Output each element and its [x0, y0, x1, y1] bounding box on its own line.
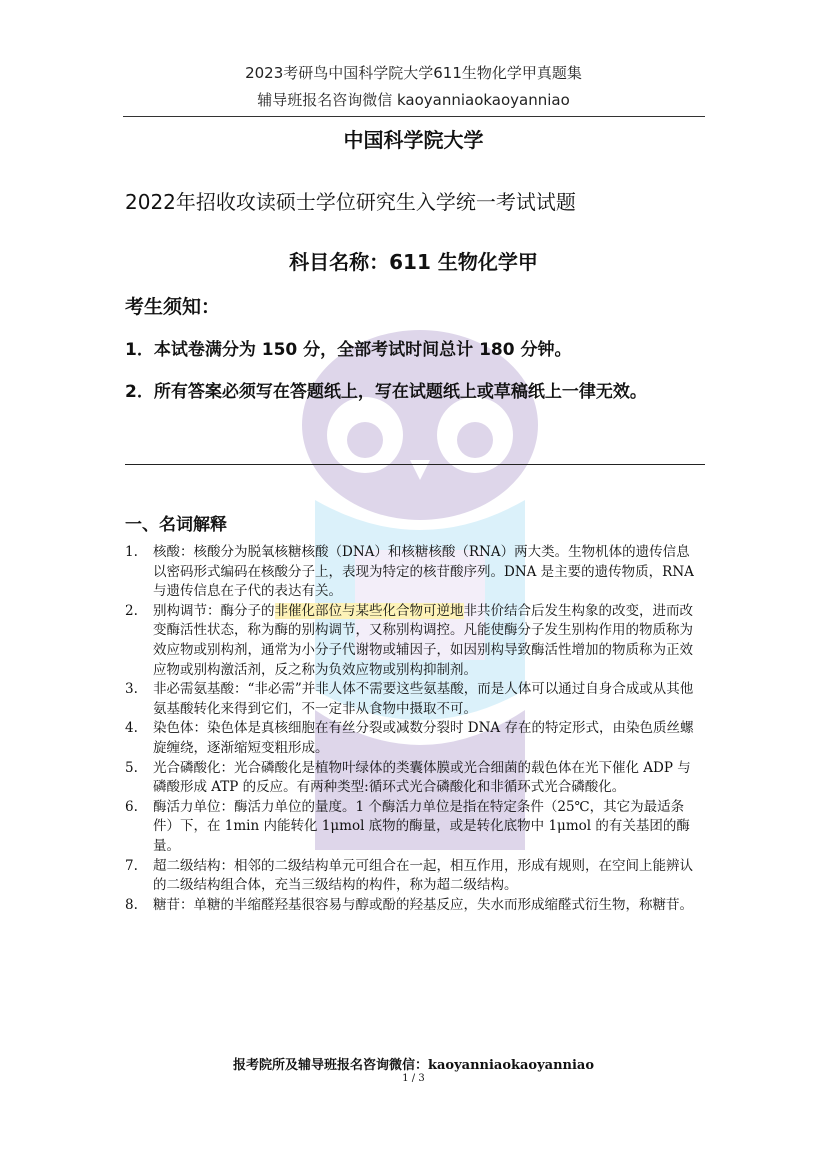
section-divider	[125, 464, 705, 465]
item-number: 3.	[125, 681, 138, 698]
definition-item	[125, 798, 700, 857]
notice-item-1: 1．本试卷满分为 150 分，全部考试时间总计 180 分钟。	[125, 340, 572, 360]
definition-text: 酶活力单位：酶活力单位的量度。1 个酶活力单位是指在特定条件（25℃，其它为最适条件）下，在 1min 内能转化 1μmol 底物的酶量，或是转化底物中 1μmol 的有关基团的酶量。	[153, 798, 690, 854]
definition-item	[125, 719, 700, 758]
university-name: 中国科学院大学	[343, 128, 484, 152]
definition-item	[125, 857, 700, 896]
definition-item	[125, 543, 700, 602]
definition-item	[125, 759, 700, 798]
definition-text: 糖苷：单糖的半缩醛羟基很容易与醇或酚的羟基反应，失水而形成缩醛式衍生物，称糖苷。	[153, 896, 693, 913]
header-divider	[123, 116, 705, 117]
item-number: 2.	[125, 602, 138, 619]
definition-text: 核酸：核酸分为脱氧核糖核酸（DNA）和核糖核酸（RNA）两大类。生物机体的遗传信息以密码形式编码在核酸分子上，表现为特定的核苷酸序列。DNA 是主要的遗传物质，RNA 与遗传信息在子代的表达有关。	[153, 544, 694, 600]
definition-text: 光合磷酸化：光合磷酸化是植物叶绿体的类囊体膜或光合细菌的载色体在光下催化 ADP 与磷酸形成 ATP 的反应。有两种类型:循环式光合磷酸化和非循环式光合磷酸化。	[153, 759, 691, 796]
item-number: 4.	[125, 720, 138, 737]
definition-text: 超二级结构：相邻的二级结构单元可组合在一起，相互作用，形成有规则，在空间上能辨认的二级结构组合体，充当三级结构的构件，称为超二级结构。	[153, 857, 693, 894]
page-number: 1 / 3	[402, 1073, 425, 1084]
definition-item	[125, 602, 700, 680]
item-number: 8.	[125, 896, 138, 913]
notice-heading: 考生须知：	[125, 296, 221, 318]
highlighted-text: 非催化部位与某些化合物可逆地	[274, 602, 464, 619]
exam-title: 2022年招收攻读硕士学位研究生入学统一考试试题	[125, 190, 576, 214]
definition-text-end: 非共价结合后发生构象的改变，进而改变酶活性状态，称为酶的别构调节，又称别构调控。凡能使酶分子发生别构作用的物质称为效应物或别构剂，通常为小分子代谢物或辅因子，如因别构导致酶活性增加的物质称为正效应物或别构激活剂，反之称为负效应物或别构抑制剂。	[153, 602, 693, 678]
footer-contact: 报考院所及辅导班报名咨询微信：kaoyanniaokaoyanniao	[232, 1058, 595, 1073]
subject-name: 科目名称：611 生物化学甲	[289, 250, 538, 274]
definition-text: 非必需氨基酸：“非必需”并非人体不需要这些氨基酸，而是人体可以通过自身合成或从其他氨基酸转化来得到它们，不一定非从食物中摄取不可。	[153, 681, 694, 717]
header-title: 2023考研鸟中国科学院大学611生物化学甲真题集	[245, 64, 582, 82]
item-number: 6.	[125, 798, 138, 815]
item-number: 1.	[125, 544, 138, 560]
definition-text-start: 别构调节：酶分子的	[153, 602, 275, 619]
section-title: 一、名词解释	[125, 515, 227, 535]
item-number: 7.	[125, 857, 138, 874]
header-contact: 辅导班报名咨询微信 kaoyanniaokaoyanniao	[257, 91, 570, 109]
notice-item-2: 2．所有答案必须写在答题纸上，写在试题纸上或草稿纸上一律无效。	[125, 382, 647, 402]
definition-item	[125, 680, 700, 719]
definition-item	[125, 896, 700, 916]
item-number: 5.	[125, 759, 138, 776]
definition-list	[125, 543, 700, 915]
definition-text: 染色体：染色体是真核细胞在有丝分裂或减数分裂时 DNA 存在的特定形式，由染色质丝螺旋缠绕，逐渐缩短变粗形成。	[153, 720, 694, 756]
